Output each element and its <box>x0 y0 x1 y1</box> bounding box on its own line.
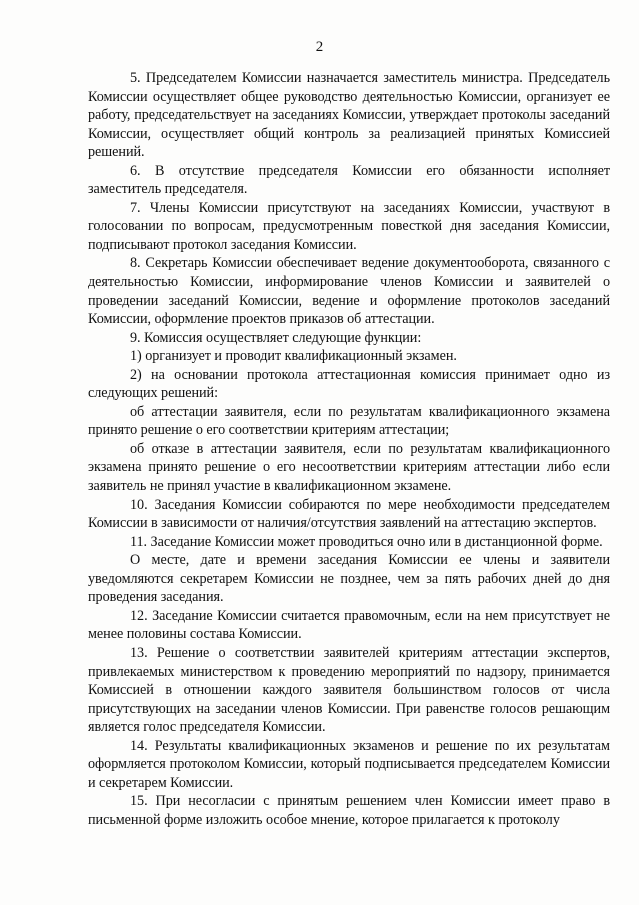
paragraph-9-item-2: 2) на основании протокола аттестационная комиссия принимает одно из следующих решений: <box>88 366 610 402</box>
paragraph-9-item-1: 1) организует и проводит квалификационный экзамен. <box>130 348 457 365</box>
paragraph-15: 15. При несогласии с принятым решением член Комиссии имеет право в письменной форме изложить особое мнение, которое прилагается к протоколу <box>88 793 610 828</box>
paragraph-14: 14. Результаты квалификационных экзаменов и решение по их результатам оформляется протоколом Комиссии, который подписывается председателем Комиссии и секретарем Комиссии. <box>88 737 610 791</box>
paragraph-decision-attest: об аттестации заявителя, если по результатам квалификационного экзамена принято решение о его соответствии критериям аттестации; <box>88 403 610 439</box>
paragraph-11: 11. Заседание Комиссии может проводиться очно или в дистанционной форме. <box>130 533 603 550</box>
paragraph-9: 9. Комиссия осуществляет следующие функции: <box>130 329 422 346</box>
paragraph-8: 8. Секретарь Комиссии обеспечивает ведение документооборота, связанного с деятельностью Комиссии, информирование членов Комиссии и заявителей о проведении заседаний Комиссии, ведение и оформление протоколов заседаний Комиссии, оформление проектов приказов об аттестации. <box>88 255 610 328</box>
document-body <box>88 69 610 829</box>
paragraph-13: 13. Решение о соответствии заявителей критериям аттестации экспертов, привлекаемых министерством к проведению мероприятий по надзору, принимается Комиссией в отношении каждого заявителя большинством голосов от числа присутствующих на заседании членов Комиссии. При равенстве голосов решающим является голос председателя Комиссии. <box>88 644 610 736</box>
paragraph-10: 10. Заседания Комиссии собираются по мере необходимости председателем Комиссии в зависимости от наличия/отсутствия заявлений на аттестацию экспертов. <box>88 496 610 532</box>
paragraph-12: 12. Заседание Комиссии считается правомочным, если на нем присутствует не менее половины состава Комиссии. <box>88 607 610 643</box>
paragraph-7: 7. Члены Комиссии присутствуют на заседаниях Комиссии, участвуют в голосовании по вопросам, предусмотренным повесткой дня заседания Комиссии, подписывают протокол заседания Комиссии. <box>88 199 610 253</box>
paragraph-6: 6. В отсутствие председателя Комиссии его обязанности исполняет заместитель председателя. <box>88 162 610 198</box>
paragraph-11-notice: О месте, дате и времени заседания Комиссии ее члены и заявители уведомляются секретарем Комиссии не позднее, чем за пять рабочих дней до дня проведения заседания. <box>88 552 610 606</box>
page-number: 2 <box>315 39 324 55</box>
paragraph-5: 5. Председателем Комиссии назначается заместитель министра. Председатель Комиссии осуществляет общее руководство деятельностью Комиссии, организует ее работу, председательствует на заседаниях Комиссии, утверждает протоколы заседаний Комиссии, осуществляет общий контроль за реализацией принятых Комиссией решений. <box>88 70 610 161</box>
paragraph-decision-refuse: об отказе в аттестации заявителя, если по результатам квалификационного экзамена принято решение о его несоответствии критериям аттестации либо если заявитель не принял участие в квалификационном экзамене. <box>88 440 610 495</box>
